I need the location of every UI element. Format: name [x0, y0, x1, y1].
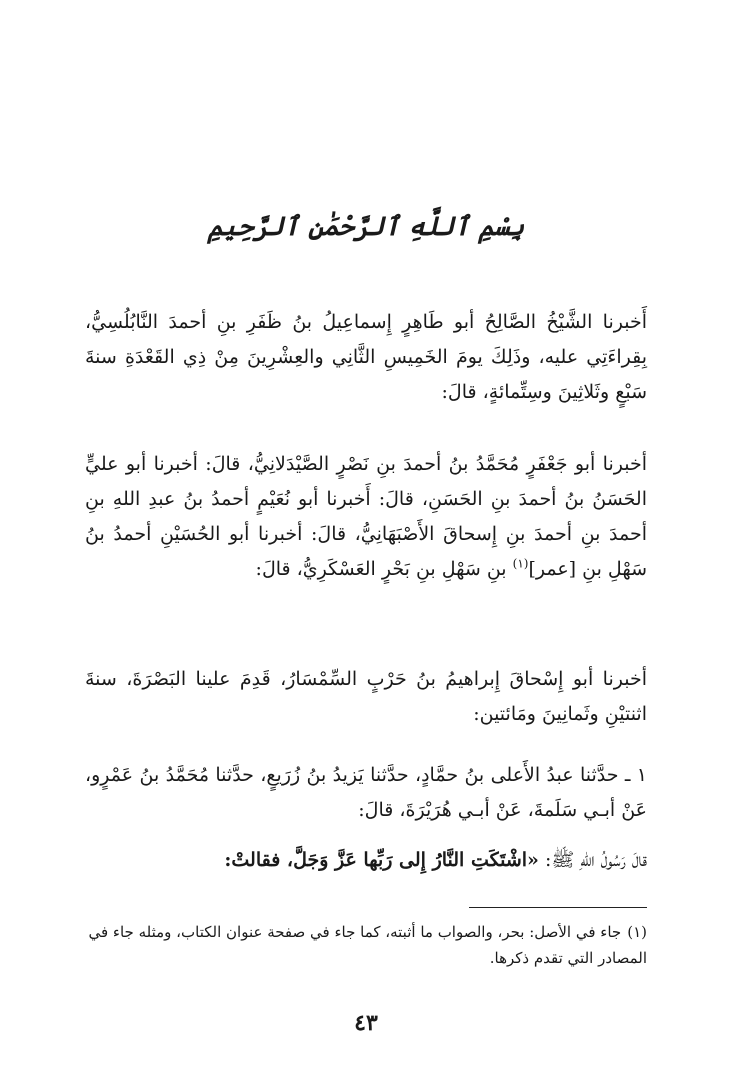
paragraph-isnad-2 [85, 447, 647, 587]
hadith-quote: «اشْتَكَتِ النَّارُ إِلى رَبِّها عَزَّ وَجَلَّ، فقالتْ: [224, 849, 539, 871]
page-number: ٤٣ [354, 1010, 378, 1036]
footnote-divider [469, 907, 647, 908]
footnote-text: جاء في الأصل: بحر، والصواب ما أثبته، كما جاء في صفحة عنوان الكتاب، ومثله جاء في المصادر التي تقدم ذكرها. [88, 923, 647, 967]
paragraph-text: أَخبرنا الشَّيْخُ الصَّالِحُ أبو طَاهِرٍ إِسماعِيلُ بنُ ظَفَرِ بنِ أحمدَ النَّابُلُسِيُّ، بِقِراءَتِي عليه، وذَلِكَ يومَ الخَمِيسِ الثَّانِي والعِشْرِينَ مِنْ ذِي القَعْدَةِ سنةَ سَبْعٍ وثَلاثِينَ وسِتِّمائةٍ، قالَ: [85, 311, 647, 403]
paragraph-hadith-isnad [85, 758, 647, 828]
footnote [85, 919, 647, 971]
paragraph-text: ١ ـ حدَّثنا عبدُ الأَعلى بنُ حمَّادٍ، حدَّثنا يَزيدُ بنُ زُرَيعٍ، حدَّثنا مُحَمَّدُ بنُ عَمْرٍو، عَنْ أبـي سَلَمةَ، عَنْ أبـي هُرَيْرَةَ، قالَ: [85, 764, 647, 821]
paragraph-isnad-1 [85, 305, 647, 410]
basmala-heading: بِسْمِ ٱللَّهِ ٱلرَّحْمَٰنِ ٱلرَّحِيمِ [207, 212, 525, 242]
paragraph-text-continuation: بنِ سَهْلِ بنِ بَحْرٍ العَسْكَرِيُّ، قالَ: [255, 558, 507, 580]
paragraph-text: قالَ رَسُولُ اللهِ ﷺ: [544, 849, 647, 871]
paragraph-text: أخبرنا أبو جَعْفَرٍ مُحَمَّدُ بنُ أحمدَ بنِ نَصْرٍ الصَّيْدَلانِيُّ، قالَ: أخبرنا أبو عليٍّ الحَسَنُ بنُ أحمدَ بنِ الحَسَنِ، قالَ: أَخبرنا أبو نُعَيْمٍ أحمدُ بنُ عبدِ اللهِ بنِ أحمدَ بنِ أحمدَ بنِ إِسحاقَ الأَصْبَهَانِيُّ، قالَ: أخبرنا أبو الحُسَيْنِ أحمدُ بنُ سَهْلِ بنِ [عمر] [85, 453, 647, 580]
footnote-reference[interactable]: (١) [512, 556, 529, 571]
footnote-number: (١) [627, 923, 647, 941]
paragraph-hadith-matn [85, 843, 647, 878]
paragraph-isnad-3 [85, 662, 647, 732]
paragraph-text: أخبرنا أبو إِسْحاقَ إِبراهيمُ بنُ حَرْبٍ السِّمْسَارُ، قَدِمَ علينا البَصْرَةَ، سنةَ اثنتيْنِ وثَمانِينَ ومَائتين: [85, 668, 647, 725]
